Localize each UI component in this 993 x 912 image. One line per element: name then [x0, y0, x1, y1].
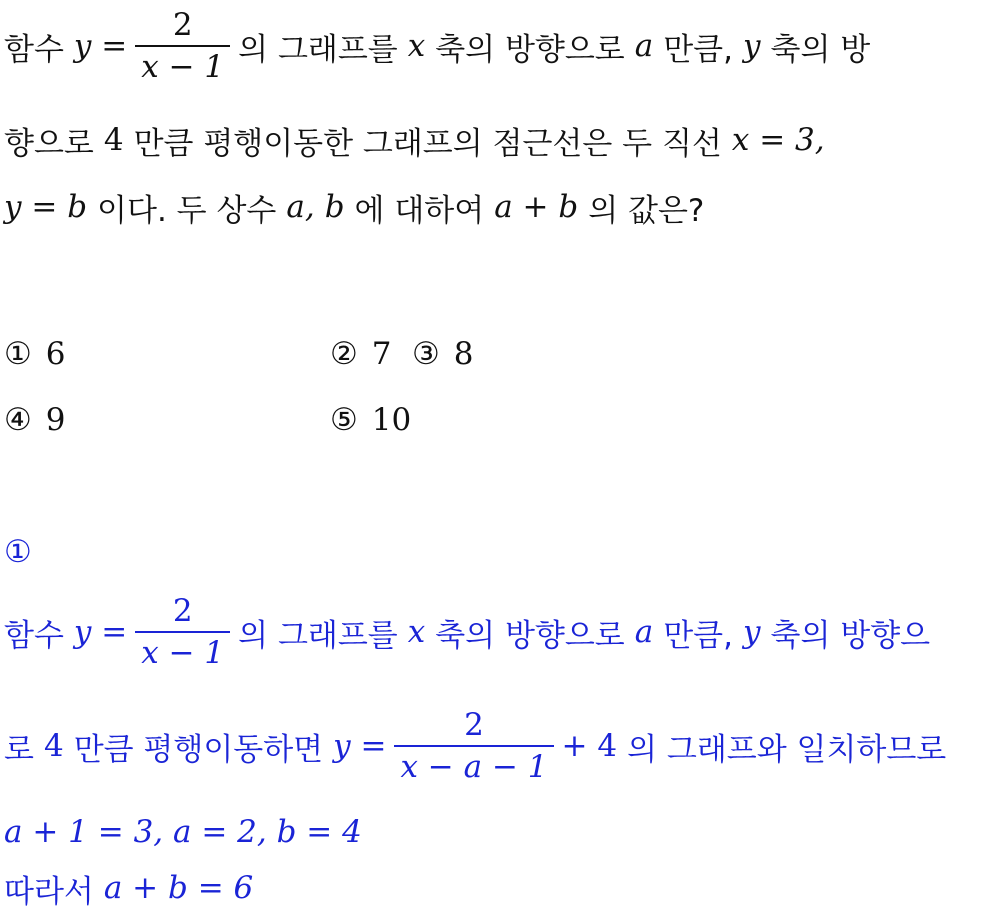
q3-sum: a + b	[494, 189, 579, 225]
choice-5[interactable]	[330, 402, 411, 438]
choice-3-value: 8	[453, 336, 474, 372]
choice-2[interactable]	[330, 336, 392, 372]
q1-text-1: 함수	[4, 31, 64, 68]
q3-text-2: 에 대하여	[354, 192, 485, 229]
answer-line-2	[4, 704, 946, 788]
choice-1-mark: ①	[4, 336, 32, 372]
choice-5-mark: ⑤	[330, 402, 358, 438]
question-line-1	[4, 4, 870, 88]
q2-text-2: 만큼 평행이동한 그래프의 점근선은 두 직선	[133, 125, 722, 162]
choice-2-value: 7	[371, 336, 392, 372]
q1-frac-den: x − 1	[141, 49, 225, 85]
q1-text-5: 축의 방	[770, 31, 871, 68]
a1-y: y	[742, 614, 761, 650]
answer-line-4	[4, 866, 253, 910]
a1-fraction	[135, 593, 230, 671]
q1-a: a	[634, 28, 654, 64]
a2-plus4: + 4	[561, 728, 618, 764]
a1-text-5: 축의 방향으	[770, 617, 931, 654]
q1-text-2: 의 그래프를	[238, 31, 398, 68]
a1-text-4: 만큼,	[663, 617, 733, 654]
a1-eq: y =	[73, 614, 128, 650]
a2-four: 4	[43, 728, 64, 764]
answer-mark-text: ①	[4, 534, 32, 570]
question-line-2	[4, 118, 825, 162]
answer-mark	[4, 530, 32, 574]
a2-text-3: 의 그래프와 일치하므로	[627, 731, 947, 768]
q2-four: 4	[103, 122, 124, 158]
a2-fraction	[394, 707, 553, 785]
choice-3-mark: ③	[412, 336, 440, 372]
q1-text-4: 만큼,	[663, 31, 733, 68]
q1-x: x	[407, 28, 426, 64]
choice-5-value: 10	[371, 402, 412, 438]
a1-a: a	[634, 614, 654, 650]
q1-frac-num: 2	[172, 7, 193, 43]
a2-text-1: 로	[4, 731, 34, 768]
q3-eq: y = b	[4, 189, 88, 225]
a2-frac-num: 2	[464, 707, 484, 743]
choice-4[interactable]	[4, 402, 66, 438]
q2-eq: x = 3,	[731, 122, 825, 158]
q3-a: a,	[286, 189, 315, 225]
a4-text-1: 따라서	[4, 873, 94, 910]
a2-text-2: 만큼 평행이동하면	[73, 731, 324, 768]
a1-frac-num: 2	[172, 593, 193, 629]
a2-frac-den: x − a − 1	[400, 749, 548, 785]
q3-text-1: 이다. 두 상수	[97, 192, 277, 229]
q3-b: b	[324, 189, 345, 225]
a1-text-1: 함수	[4, 617, 64, 654]
q1-eq: y =	[73, 28, 128, 64]
q1-y: y	[742, 28, 761, 64]
choice-2-mark: ②	[330, 336, 358, 372]
choice-1[interactable]	[4, 336, 66, 372]
choice-4-mark: ④	[4, 402, 32, 438]
q3-text-3: 의 값은?	[588, 192, 705, 229]
a1-x: x	[407, 614, 426, 650]
a1-frac-den: x − 1	[141, 635, 225, 671]
a1-text-3: 축의 방향으로	[435, 617, 625, 654]
a3-eq: a + 1 = 3, a = 2, b = 4	[4, 814, 362, 850]
a2-eq: y =	[333, 728, 387, 764]
a1-text-2: 의 그래프를	[238, 617, 398, 654]
answer-line-3	[4, 810, 362, 854]
q1-text-3: 축의 방향으로	[435, 31, 625, 68]
q2-text-1: 향으로	[4, 125, 94, 162]
answer-line-1	[4, 590, 930, 674]
choice-1-value: 6	[45, 336, 66, 372]
a4-eq: a + b = 6	[103, 870, 254, 906]
choice-3[interactable]	[412, 336, 474, 372]
question-line-3	[4, 185, 704, 229]
choice-4-value: 9	[45, 402, 66, 438]
q1-fraction	[135, 7, 230, 85]
